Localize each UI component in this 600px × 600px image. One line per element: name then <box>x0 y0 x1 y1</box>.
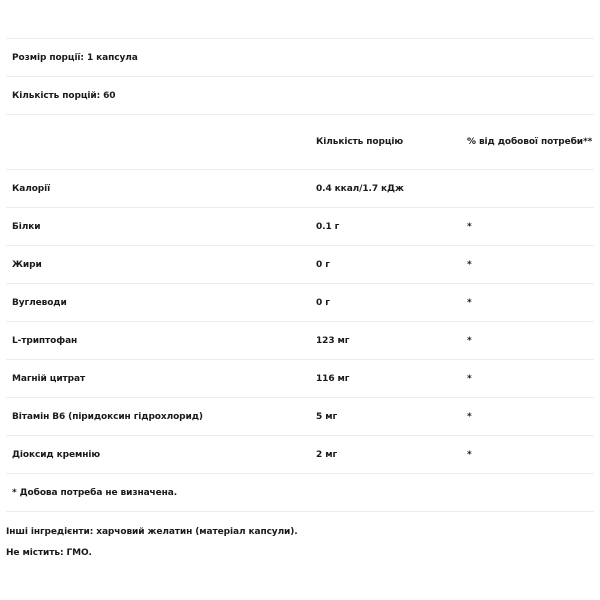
nutrition-table <box>6 38 594 512</box>
nutrient-name: Жири <box>12 259 42 270</box>
nutrient-amount: 2 мг <box>316 449 338 460</box>
nutrient-amount: 123 мг <box>316 335 350 346</box>
serving-size-label: Розмір порції: 1 капсула <box>12 52 138 63</box>
other-ingredients-text: Інші інгредієнти: харчовий желатин (матеріал капсули). <box>6 527 298 537</box>
header-amount: Кількість порцію <box>316 137 404 147</box>
table-row <box>6 208 594 246</box>
table-row <box>6 398 594 436</box>
nutrient-name: Калорії <box>12 183 51 194</box>
nutrient-daily-value: * <box>467 449 472 460</box>
table-row <box>6 246 594 284</box>
nutrient-daily-value: * <box>467 373 472 384</box>
nutrient-amount: 0.1 г <box>316 221 340 232</box>
table-header-row <box>6 115 594 170</box>
nutrient-name: Вуглеводи <box>12 297 67 308</box>
nutrient-daily-value: * <box>467 221 472 232</box>
not-contains-text: Не містить: ГМО. <box>6 548 92 558</box>
serving-size-row <box>6 39 594 77</box>
serving-count-row <box>6 77 594 115</box>
nutrient-amount: 0 г <box>316 259 330 270</box>
nutrient-name: Магній цитрат <box>12 373 86 384</box>
nutrient-amount: 5 мг <box>316 411 338 422</box>
footnote-text: * Добова потреба не визначена. <box>12 487 178 498</box>
nutrient-amount: 0.4 ккал/1.7 кДж <box>316 183 404 194</box>
serving-count-label: Кількість порцій: 60 <box>12 90 116 101</box>
nutrient-name: Діоксид кремнію <box>12 449 100 460</box>
footnote-row <box>6 474 594 512</box>
nutrient-name: L-триптофан <box>12 335 78 346</box>
table-row <box>6 284 594 322</box>
nutrient-amount: 116 мг <box>316 373 350 384</box>
nutrient-daily-value: * <box>467 335 472 346</box>
table-row <box>6 436 594 474</box>
nutrient-name: Вітамін B6 (піридоксин гідрохлорид) <box>12 411 203 422</box>
nutrient-name: Білки <box>12 221 41 232</box>
nutrient-amount: 0 г <box>316 297 330 308</box>
nutrient-daily-value: * <box>467 259 472 270</box>
table-row <box>6 170 594 208</box>
header-daily-value: % від добової потреби** <box>467 137 593 147</box>
table-row <box>6 360 594 398</box>
nutrient-daily-value: * <box>467 297 472 308</box>
table-row <box>6 322 594 360</box>
nutrient-daily-value: * <box>467 411 472 422</box>
